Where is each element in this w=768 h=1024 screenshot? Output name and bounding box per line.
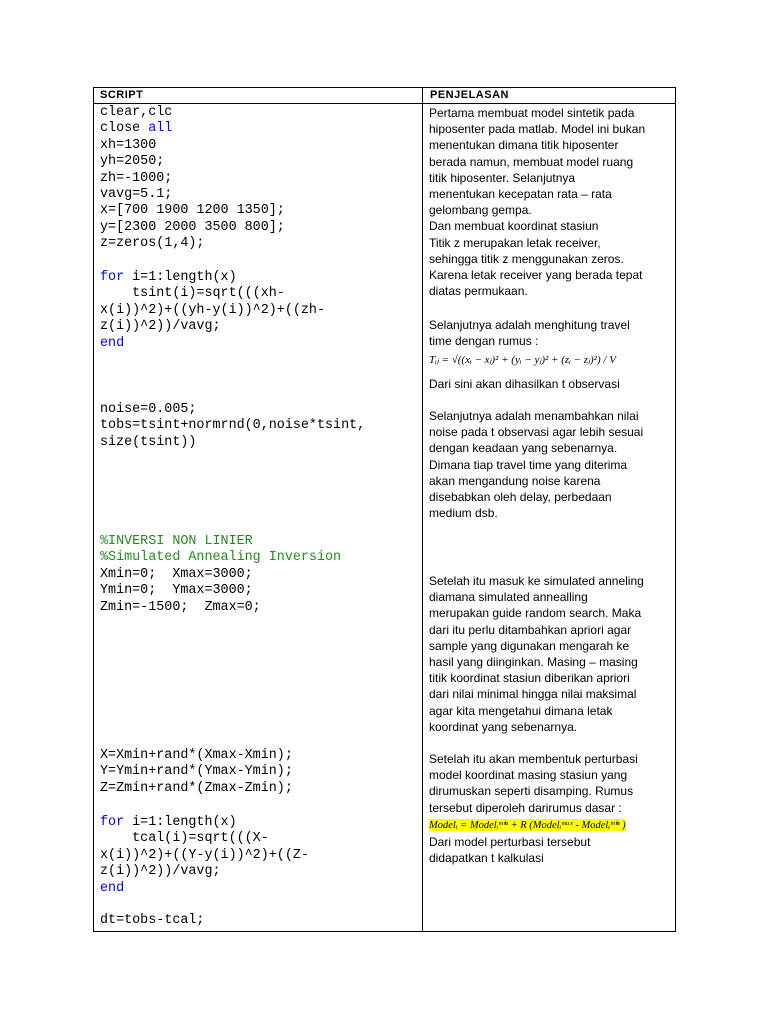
code-block-tcal-loop: for i=1:length(x) tcal(i)=sqrt(((X- x(i))^2)+((Y-y(i))^2)+((Z- z(i))^2))/vavg; end dt=tobs-tcal; <box>100 815 309 929</box>
header-script: SCRIPT <box>100 89 144 101</box>
explanation-t-kalkulasi: Dari model perturbasi tersebut didapatkan t kalkulasi <box>429 835 591 866</box>
code-block-tsint-loop: for i=1:length(x) tsint(i)=sqrt(((xh- x(i))^2)+((yh-y(i))^2)+((zh- z(i))^2))/vavg; end <box>100 270 325 351</box>
explanation-simulated-annealing: Setelah itu masuk ke simulated anneling diamana simulated annealling merupakan guide random search. Maka dari itu perlu ditambahkan apriori agar sample yang digunakan mengarah ke hasil yang diinginkan. Masing – masing titik koordinat stasiun diberikan apriori dari nilai minimal hingga nilai maksimal agar kita mengetahui dimana letak koordinat yang sebenarnya. <box>429 574 644 734</box>
perturbation-formula: Modelᵢ = Modelᵢᵐⁱⁿ + R (Modelᵢᵐᵃˣ - Modelᵢᵐⁱⁿ ) <box>429 820 626 831</box>
explanation-synthetic-model: Pertama membuat model sintetik pada hiposenter pada matlab. Model ini bukan menentukan dimana titik hiposenter berada namun, membuat model ruang titik hiposenter. Selanjutnya menentukan kecepatan rata – rata gelombang gempa. Dan membuat koordinat stasiun Titik z merupakan letak receiver, sehingga titik z menggunakan zeros. Karena letak receiver yang berada tepat diatas permukaan. <box>429 106 646 299</box>
code-block-random-model: X=Xmin+rand*(Xmax-Xmin); Y=Ymin+rand*(Ymax-Ymin); Z=Zmin+rand*(Zmax-Zmin); <box>100 748 293 796</box>
explanation-t-observasi: Dari sini akan dihasilkan t observasi <box>429 377 620 391</box>
travel-time-formula: Tᵢⱼ = √((xᵢ − xⱼ)² + (yᵢ − yⱼ)² + (zᵢ − zⱼ)²) / V <box>429 354 616 366</box>
explanation-noise: Selanjutnya adalah menambahkan nilai noise pada t observasi agar lebih sesuai dengan keadaan yang sebenarnya. Dimana tiap travel time yang diterima akan mengandung noise karena disebabkan oleh delay, perbedaan medium dsb. <box>429 409 644 521</box>
explanation-perturbation: Setelah itu akan membentuk perturbasi model koordinat masing stasiun yang dirumuskan seperti disamping. Rumus tersebut diperoleh darirumus dasar : <box>429 752 638 815</box>
script-table <box>93 87 676 932</box>
code-block-inversion-bounds: %INVERSI NON LINIER %Simulated Annealing Inversion Xmin=0; Xmax=3000; Ymin=0; Ymax=3000; Zmin=-1500; Zmax=0; <box>100 534 342 615</box>
code-block-noise: noise=0.005; tobs=tsint+normrnd(0,noise*tsint, size(tsint)) <box>100 402 366 450</box>
column-divider <box>422 88 423 931</box>
header-divider <box>94 103 675 104</box>
explanation-travel-time: Selanjutnya adalah menghitung travel time dengan rumus : <box>429 318 630 349</box>
code-block-setup: clear,clc close all xh=1300 yh=2050; zh=-1000; vavg=5.1; x=[700 1900 1200 1350]; y=[2300 2000 3500 800]; z=zeros(1,4); <box>100 105 285 252</box>
header-penjelasan: PENJELASAN <box>430 89 509 101</box>
